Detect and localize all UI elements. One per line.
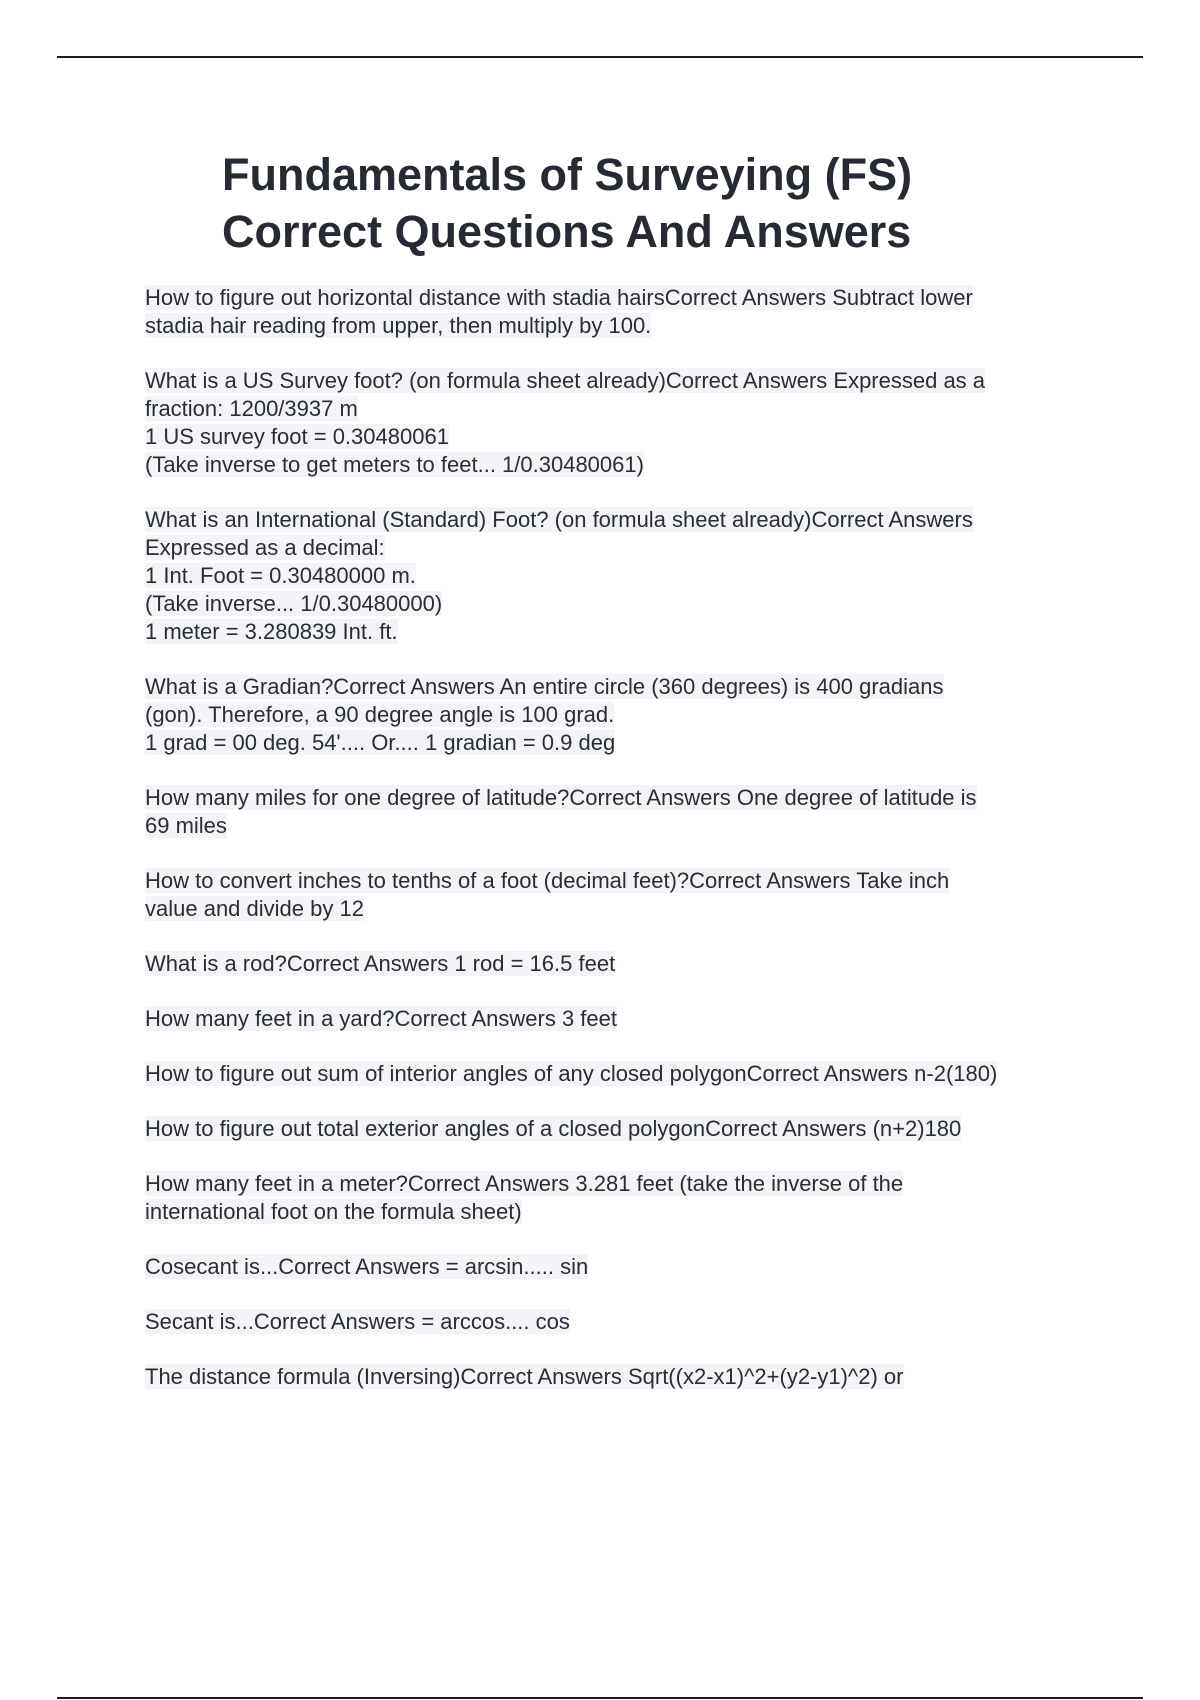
document-title <box>222 146 1042 260</box>
qa-item <box>145 867 1090 923</box>
qa-line <box>145 590 1090 618</box>
qa-text: How to convert inches to tenths of a foot (decimal feet)?Correct Answers Take inch <box>145 868 950 893</box>
qa-line <box>145 1170 1090 1198</box>
qa-line <box>145 729 1090 757</box>
qa-item <box>145 1060 1090 1088</box>
qa-line <box>145 1253 1090 1281</box>
qa-line <box>145 284 1090 312</box>
qa-item <box>145 950 1090 978</box>
qa-text: 1 Int. Foot = 0.30480000 m. <box>145 563 416 588</box>
qa-text: How to figure out total exterior angles of a closed polygonCorrect Answers (n+2)180 <box>145 1116 962 1141</box>
qa-text: How many feet in a yard?Correct Answers 3 feet <box>145 1006 617 1031</box>
qa-text: What is a rod?Correct Answers 1 rod = 16.5 feet <box>145 951 616 976</box>
qa-item <box>145 1363 1090 1391</box>
qa-list <box>145 284 1090 1418</box>
qa-line <box>145 895 1090 923</box>
qa-item <box>145 784 1090 840</box>
qa-line <box>145 312 1090 340</box>
qa-item <box>145 506 1090 646</box>
qa-text: 1 grad = 00 deg. 54'.... Or.... 1 gradian = 0.9 deg <box>145 730 616 755</box>
qa-line <box>145 701 1090 729</box>
qa-line <box>145 867 1090 895</box>
qa-line <box>145 367 1090 395</box>
qa-text: Cosecant is...Correct Answers = arcsin..... sin <box>145 1254 589 1279</box>
bottom-rule <box>57 1697 1143 1699</box>
title-line-2: Correct Questions And Answers <box>222 206 912 257</box>
qa-line <box>145 950 1090 978</box>
qa-text: How many feet in a meter?Correct Answers 3.281 feet (take the inverse of the <box>145 1171 904 1196</box>
qa-item <box>145 1005 1090 1033</box>
qa-line <box>145 1308 1090 1336</box>
qa-line <box>145 562 1090 590</box>
qa-item <box>145 673 1090 757</box>
qa-line <box>145 673 1090 701</box>
qa-line <box>145 423 1090 451</box>
qa-text: 69 miles <box>145 813 227 838</box>
qa-line <box>145 784 1090 812</box>
qa-text: What is an International (Standard) Foot? (on formula sheet already)Correct Answers <box>145 507 973 532</box>
qa-line <box>145 812 1090 840</box>
qa-line <box>145 1060 1090 1088</box>
qa-line <box>145 506 1090 534</box>
title-line-1: Fundamentals of Surveying (FS) <box>222 149 913 200</box>
qa-text: Expressed as a decimal: <box>145 535 385 560</box>
qa-text: How to figure out sum of interior angles of any closed polygonCorrect Answers n-2(180) <box>145 1061 998 1086</box>
qa-line <box>145 1363 1090 1391</box>
qa-text: value and divide by 12 <box>145 896 364 921</box>
qa-text: The distance formula (Inversing)Correct Answers Sqrt((x2-x1)^2+(y2-y1)^2) or <box>145 1364 904 1389</box>
qa-text: (gon). Therefore, a 90 degree angle is 100 grad. <box>145 702 615 727</box>
qa-item <box>145 367 1090 479</box>
qa-text: What is a US Survey foot? (on formula sheet already)Correct Answers Expressed as a <box>145 368 986 393</box>
qa-item <box>145 1170 1090 1226</box>
qa-text: (Take inverse to get meters to feet... 1/0.30480061) <box>145 452 644 477</box>
qa-line <box>145 534 1090 562</box>
qa-text: Secant is...Correct Answers = arccos.... cos <box>145 1309 570 1334</box>
qa-text: How to figure out horizontal distance with stadia hairsCorrect Answers Subtract lower <box>145 285 973 310</box>
qa-line <box>145 395 1090 423</box>
qa-line <box>145 1115 1090 1143</box>
qa-text: (Take inverse... 1/0.30480000) <box>145 591 443 616</box>
qa-line <box>145 451 1090 479</box>
qa-text: stadia hair reading from upper, then multiply by 100. <box>145 313 652 338</box>
qa-item <box>145 284 1090 340</box>
qa-text: international foot on the formula sheet) <box>145 1199 522 1224</box>
qa-line <box>145 1005 1090 1033</box>
qa-item <box>145 1115 1090 1143</box>
qa-item <box>145 1253 1090 1281</box>
qa-text: How many miles for one degree of latitude?Correct Answers One degree of latitude is <box>145 785 977 810</box>
top-rule <box>57 56 1143 58</box>
qa-text: 1 meter = 3.280839 Int. ft. <box>145 619 398 644</box>
qa-line <box>145 618 1090 646</box>
qa-text: 1 US survey foot = 0.30480061 <box>145 424 449 449</box>
qa-line <box>145 1198 1090 1226</box>
qa-item <box>145 1308 1090 1336</box>
qa-text: fraction: 1200/3937 m <box>145 396 358 421</box>
qa-text: What is a Gradian?Correct Answers An entire circle (360 degrees) is 400 gradians <box>145 674 944 699</box>
